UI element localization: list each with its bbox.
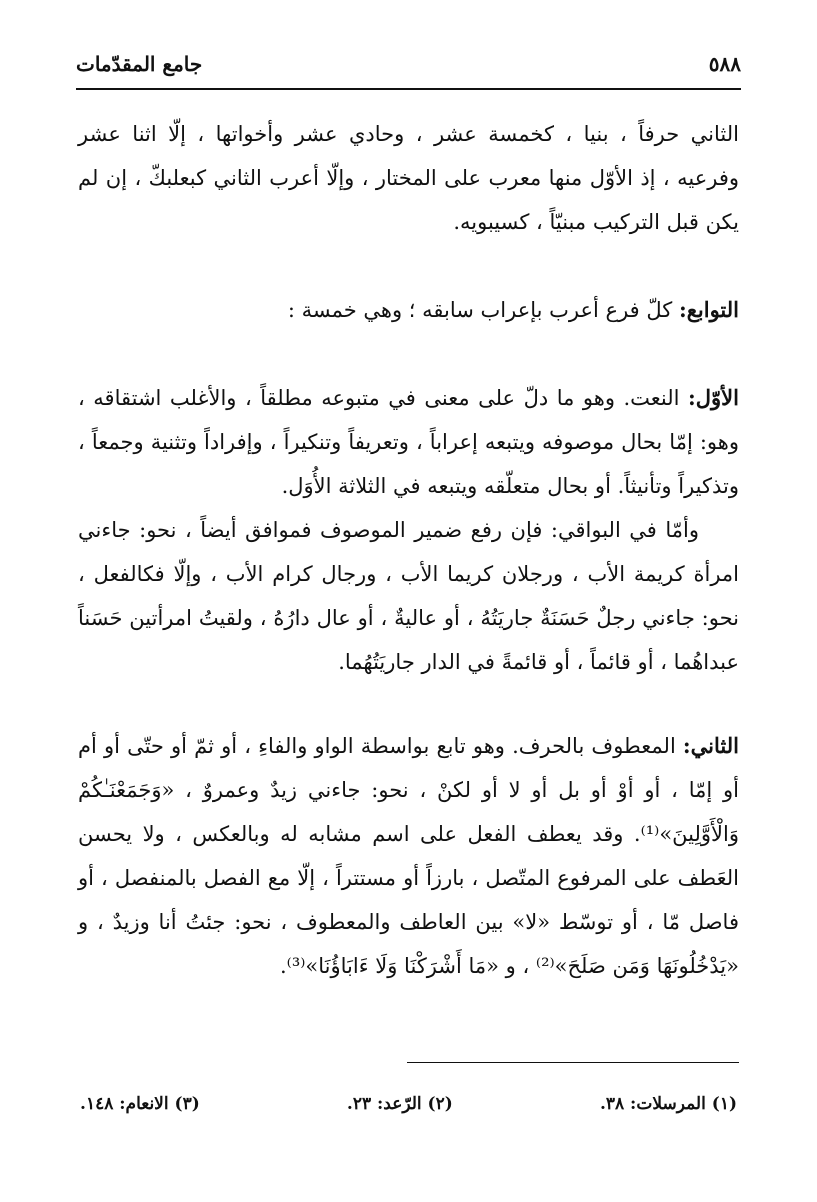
paragraph-first [78, 376, 739, 508]
header-divider [76, 88, 741, 90]
spacer [78, 332, 739, 376]
page-header [76, 44, 741, 84]
main-text [78, 112, 739, 988]
paragraph-remaining: وأمّا في البواقي: فإن رفع ضمير الموصوف فموافق أيضاً ، نحو: جاءني امرأة كريمة الأب ، ورجلان كريما الأب ، ورجال كرام الأب ، وإلّا فكالفعل ، نحو: جاءني رجلٌ حَسَنَةٌ جاريَتُهُ ، أو عاليةٌ ، أو عال دارُهُ ، ولقيتُ امرأتين حَسَناً عبداهُما ، أو قائماً ، أو قائمةً في الدار جاريَتُهُما. [78, 518, 739, 674]
book-title: جامع المقدّمات [76, 52, 203, 76]
footnote-2: (٢) الرّعد: ٢٣. [346, 1094, 453, 1114]
tawabi-definition: كلّ فرع أعرب بإعراب سابقه ؛ وهي خمسة : [287, 298, 679, 322]
page-number: ٥٨٨ [708, 52, 741, 76]
spacer [78, 244, 739, 288]
footnotes [80, 1086, 737, 1122]
spacer [78, 684, 739, 724]
footnote-divider [407, 1062, 739, 1063]
paragraph-second [78, 724, 739, 988]
paragraph-tawabi [78, 288, 739, 332]
footnote-3: (٣) الانعام: ١٤٨. [80, 1094, 200, 1114]
term-second: الثاني: [682, 733, 739, 758]
term-tawabi: التوابع: [678, 297, 739, 322]
term-first: الأوّل: [688, 385, 739, 410]
footnote-1: (١) المرسلات: ٣٨. [599, 1094, 737, 1114]
paragraph-intro: الثاني حرفاً ، بنيا ، كخمسة عشر ، وحادي عشر وأخواتها ، إلّا اثنا عشر وفرعيه ، إذ الأوّل منها معرب على المختار ، وإلّا أعرب الثاني كبعلبكّ ، إن لم يكن قبل التركيب مبنيّاً ، كسيبويه. [78, 122, 740, 234]
first-definition: النعت. وهو ما دلّ على معنى في متبوعه مطلقاً ، والأغلب اشتقاقه ، وهو: إمّا بحال موصوفه ويتبعه إعراباً ، وتعريفاً وتنكيراً ، وإفراداً وتثنية وجمعاً ، وتذكيراً وتأنيثاً. أو بحال متعلّقه ويتبعه في الثلاثة الأُوَل. [78, 386, 739, 498]
second-definition: المعطوف بالحرف. وهو تابع بواسطة الواو والفاءِ ، أو ثمّ أو حتّى أو أم أو إمّا ، أو أوْ أو بل أو لا أو لكنْ ، نحو: جاءني زيدٌ وعمروٌ ، «وَجَمَعْنَـٰكُمْ وَالْأَوَّلِينَ»⁽¹⁾. وقد يعطف الفعل على اسم مشابه له وبالعكس ، ولا يحسن العَطف على المرفوع المتّصل ، بارزاً أو مستتراً ، إلّا مع الفصل بالمنفصل ، أو فاصل مّا ، أو توسّط «لا» بين العاطف والمعطوف ، نحو: جئتُ أنا وزيدٌ ، و «يَدْخُلُونَهَا وَمَن صَلَحَ»⁽²⁾ ، و «مَا أَشْرَكْنَا وَلَا ءَابَاؤُنَا»⁽³⁾. [78, 734, 739, 978]
